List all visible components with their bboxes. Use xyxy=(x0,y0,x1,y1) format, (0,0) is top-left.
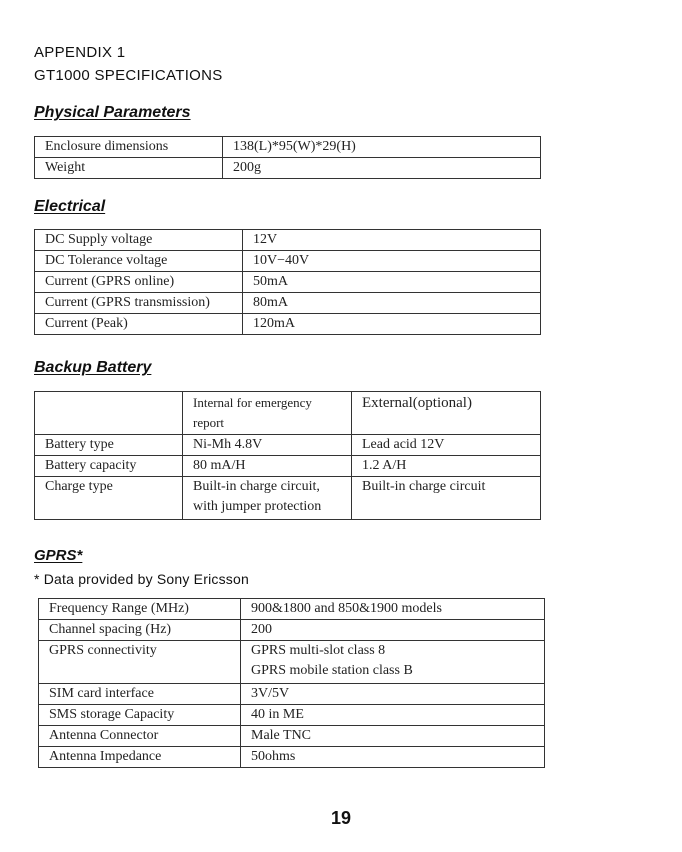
table-cell: Male TNC xyxy=(241,726,545,747)
section-title-electrical: Electrical xyxy=(34,198,106,215)
table-cell: Current (GPRS transmission) xyxy=(35,293,243,314)
table-row xyxy=(35,230,541,251)
table-cell: 10V−40V xyxy=(243,251,541,272)
table-cell: GPRS connectivity xyxy=(39,641,241,684)
header-internal-line1: Internal for emergency xyxy=(193,395,312,410)
table-cell: Charge type xyxy=(35,477,183,520)
document-title: GT1000 SPECIFICATIONS xyxy=(34,67,223,84)
table-cell: Lead acid 12V xyxy=(352,435,541,456)
table-row xyxy=(35,293,541,314)
table-row xyxy=(35,272,541,293)
table-cell: 80mA xyxy=(243,293,541,314)
table-cell: 50mA xyxy=(243,272,541,293)
table-cell: DC Tolerance voltage xyxy=(35,251,243,272)
table-cell-charge-internal xyxy=(183,477,352,520)
table-row xyxy=(35,158,541,179)
battery-table xyxy=(34,391,541,520)
charge-internal-line2: with jumper protection xyxy=(193,499,322,514)
table-cell: 200 xyxy=(241,620,545,641)
table-row xyxy=(35,477,541,520)
table-cell xyxy=(35,392,183,435)
table-cell: 120mA xyxy=(243,314,541,335)
table-row xyxy=(39,705,545,726)
page-number: 19 xyxy=(330,808,352,828)
section-title-gprs: GPRS* xyxy=(34,547,83,564)
appendix-label: APPENDIX 1 xyxy=(34,44,126,61)
table-cell: 200g xyxy=(223,158,541,179)
table-header-external: External(optional) xyxy=(352,392,541,435)
table-cell: Battery type xyxy=(35,435,183,456)
table-row xyxy=(35,137,541,158)
table-cell: Current (Peak) xyxy=(35,314,243,335)
table-cell: Battery capacity xyxy=(35,456,183,477)
gprs-footnote: * Data provided by Sony Ericsson xyxy=(34,571,249,587)
table-row xyxy=(35,314,541,335)
table-cell: SIM card interface xyxy=(39,684,241,705)
table-cell: Channel spacing (Hz) xyxy=(39,620,241,641)
table-cell-connectivity xyxy=(241,641,545,684)
table-cell: SMS storage Capacity xyxy=(39,705,241,726)
table-cell: 40 in ME xyxy=(241,705,545,726)
table-cell: Built-in charge circuit xyxy=(352,477,541,520)
table-cell: Current (GPRS online) xyxy=(35,272,243,293)
table-cell: 138(L)*95(W)*29(H) xyxy=(223,137,541,158)
table-header-internal xyxy=(183,392,352,435)
physical-table xyxy=(34,136,541,179)
table-cell: Antenna Impedance xyxy=(39,747,241,768)
table-cell: 80 mA/H xyxy=(183,456,352,477)
table-cell: Enclosure dimensions xyxy=(35,137,223,158)
gprs-table xyxy=(38,598,545,768)
table-cell: 900&1800 and 850&1900 models xyxy=(241,599,545,620)
table-row xyxy=(35,251,541,272)
table-row xyxy=(39,620,545,641)
table-cell: DC Supply voltage xyxy=(35,230,243,251)
table-cell: 3V/5V xyxy=(241,684,545,705)
table-cell: 1.2 A/H xyxy=(352,456,541,477)
table-row xyxy=(35,435,541,456)
connectivity-line2: GPRS mobile station class B xyxy=(251,663,413,678)
table-cell: 50ohms xyxy=(241,747,545,768)
connectivity-line1: GPRS multi-slot class 8 xyxy=(251,643,386,658)
table-cell: 12V xyxy=(243,230,541,251)
table-cell: Antenna Connector xyxy=(39,726,241,747)
section-title-physical: Physical Parameters xyxy=(34,104,191,121)
table-row xyxy=(39,684,545,705)
header-internal-line2: report xyxy=(193,415,225,430)
table-row xyxy=(39,726,545,747)
table-cell: Ni-Mh 4.8V xyxy=(183,435,352,456)
table-cell: Weight xyxy=(35,158,223,179)
section-title-battery: Backup Battery xyxy=(34,359,152,376)
table-row xyxy=(35,456,541,477)
charge-internal-line1: Built-in charge circuit, xyxy=(193,479,320,494)
table-row xyxy=(39,599,545,620)
table-row xyxy=(39,641,545,684)
table-cell: Frequency Range (MHz) xyxy=(39,599,241,620)
table-header-row xyxy=(35,392,541,435)
electrical-table xyxy=(34,229,541,335)
table-row xyxy=(39,747,545,768)
